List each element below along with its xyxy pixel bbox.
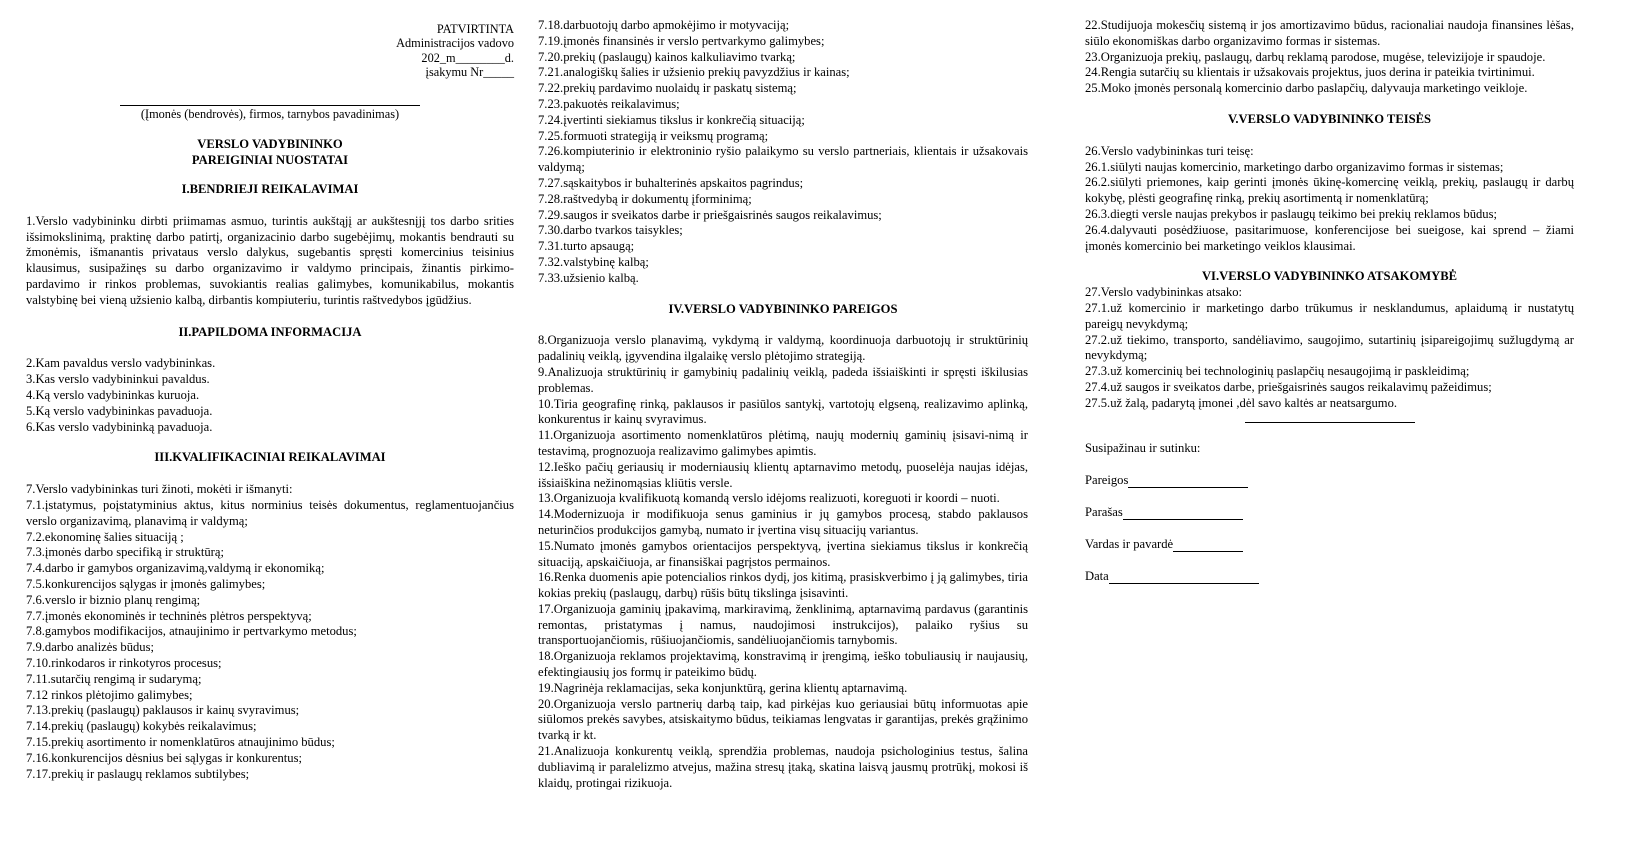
approval-line-3: 202_m________d. bbox=[421, 50, 514, 65]
list-item: 27.3.už komercinių bei technologinių paslapčių nesaugojimą ir paskleidimą; bbox=[1085, 364, 1470, 379]
list-item: 10.Tiria geografinę rinką, paklausos ir pasiūlos santykį, vartotojų elgseną, realizavimo aplinką, konkurentus ir kainų svyravimus. bbox=[538, 396, 1028, 427]
list-item: 26.2.siūlyti priemones, kaip gerinti įmonės ūkinę-komercinę veiklą, prekių, paslaugų ir darbų kokybę, plėsti geografinę rinką, prekių asortimentą ir nomenklatūrą; bbox=[1085, 175, 1574, 206]
list-item: 27.4.už saugos ir sveikatos darbe, priešgaisrinės saugos reikalavimų pažeidimus; bbox=[1085, 379, 1492, 394]
company-name-line bbox=[120, 105, 420, 106]
list-item: 20.Organizuoja verslo partnerių darbą taip, kad pirkėjas kuo geriausiai būtų informuotas apie siūlomos prekės savybes, atsiskaitymo būdus, teikiamas lengvatas ir garantijas, prekės grąžinimo tvarką ir kt. bbox=[538, 696, 1028, 743]
list-item: 7.22.prekių pardavimo nuolaidų ir paskatų sistemą; bbox=[538, 81, 797, 96]
company-caption: (Įmonės (bendrovės), firmos, tarnybos pavadinimas) bbox=[140, 106, 400, 121]
name-label: Vardas ir pavardė bbox=[1085, 536, 1174, 551]
list-item: 7.14.prekių (paslaugų) kokybės reikalavimus; bbox=[26, 719, 257, 734]
list-item: 7.32.valstybinę kalbą; bbox=[538, 254, 649, 269]
section-4-list-a bbox=[538, 333, 1028, 791]
doc-title-2: PAREIGINIAI NUOSTATAI bbox=[191, 153, 349, 168]
list-item: 7.12 rinkos plėtojimo galimybes; bbox=[26, 687, 193, 702]
list-item: 7.21.analogiškų šalies ir užsienio prekių pavyzdžius ir kainas; bbox=[538, 65, 850, 80]
section-3-list-a bbox=[26, 498, 514, 782]
list-item: 7.17.prekių ir paslaugų reklamos subtilybes; bbox=[26, 766, 250, 781]
list-item: 7.30.darbo tvarkos taisykles; bbox=[538, 223, 683, 238]
list-item: 7.26.kompiuterinio ir elektroninio ryšio palaikymo su verslo partneriais, klientais ir užsakovais valdymą; bbox=[538, 144, 1028, 175]
section-5-list bbox=[1085, 160, 1574, 255]
section-6-list bbox=[1085, 301, 1574, 412]
list-item: 18.Organizuoja reklamos projektavimą, konstravimą ir įrengimą, ieško tobuliausių ir naujausių, efektingiausių jos formų ir pateikimo būdų. bbox=[538, 649, 1028, 680]
approval-line-4: įsakymu Nr_____ bbox=[425, 65, 514, 80]
column-1 bbox=[26, 18, 514, 782]
list-item: 7.9.darbo analizės būdus; bbox=[26, 640, 155, 655]
section-6-title: VI.VERSLO VADYBININKO ATSAKOMYBĖ bbox=[1201, 269, 1458, 284]
section-1-text: 1.Verslo vadybininku dirbti priimamas asmuo, turintis aukštąjį ar aukštesnįjį tos darbo srities išsimokslinimą, praktinę darbo patirtį, organizacinio darbo sugebėjimų, mokantis bendrauti su žmonėmis, išmanantis privataus verslo dalykus, sugebantis spręsti komercinius teisinius klausimus, susipažinęs su darbo organizavimo ir valdymo principais, žinantis pirkimo-pardavimo ir rinkos problemas, suvokiantis realias galimybes, komunikabilus, mokantis valstybinę bei vieną užsienio kalbą, dirbantis kompiuteriu, turintis raštvedybos įgūdžius. bbox=[26, 213, 514, 307]
list-item: 13.Organizuoja kvalifikuotą komandą verslo idėjoms realizuoti, koreguoti ir koordi – nuoti. bbox=[538, 491, 1000, 506]
list-item: 7.13.prekių (paslaugų) paklausos ir kainų svyravimus; bbox=[26, 703, 300, 718]
list-item: 7.7.įmonės ekonominės ir techninės plėtros perspektyvą; bbox=[26, 608, 312, 623]
list-item: 7.10.rinkodaros ir rinkotyros procesus; bbox=[26, 655, 222, 670]
list-item: 8.Organizuoja verslo planavimą, vykdymą ir valdymą, koordinuoja darbuotojų ir struktūrinių padalinių veiklą, įgyvendina ilgalaikę verslo plėtojimo strategiją. bbox=[538, 333, 1028, 364]
list-item: 26.1.siūlyti naujas komercinio, marketingo darbo organizavimo formas ir sistemas; bbox=[1085, 159, 1504, 174]
column-3 bbox=[1085, 18, 1574, 584]
column-2 bbox=[538, 18, 1028, 791]
section-3-list-b bbox=[538, 18, 1028, 287]
list-item: 19.Nagrinėja reklamacijas, seka konjunktūrą, gerina klientų aptarnavimą. bbox=[538, 680, 908, 695]
list-item: 7.11.sutarčių rengimą ir sudarymą; bbox=[26, 671, 202, 686]
list-item: 7.24.įvertinti siekiamus tikslus ir konkrečią situaciją; bbox=[538, 112, 805, 127]
list-item: 7.6.verslo ir biznio planų rengimą; bbox=[26, 592, 201, 607]
list-item: 7.23.pakuotės reikalavimus; bbox=[538, 96, 680, 111]
list-item: 3.Kas verslo vadybininkui pavaldus. bbox=[26, 372, 210, 387]
section-5-intro: 26.Verslo vadybininkas turi teisę: bbox=[1085, 143, 1254, 158]
doc-title-1: VERSLO VADYBININKO bbox=[197, 137, 343, 152]
date-field[interactable] bbox=[1085, 568, 1574, 584]
position-field[interactable] bbox=[1085, 472, 1574, 488]
list-item: 21.Analizuoja konkurentų veiklą, sprendžia problemas, naudoja psichologinius testus, šalina dubliavimą ir paralelizmo atvejus, mažina stresų įtaką, skatina laisvą jausmų protrūkį, mokosi iš klaidų, protingai rizikuoja. bbox=[538, 744, 1028, 790]
list-item: 27.1.už komercinio ir marketingo darbo trūkumus ir nesklandumus, aplaidumą ir nustatytų pareigų nevykdymą; bbox=[1085, 300, 1574, 331]
list-item: 7.33.užsienio kalbą. bbox=[538, 270, 639, 285]
list-item: 7.25.formuoti strategiją ir veiksmų programą; bbox=[538, 128, 769, 143]
date-blank[interactable] bbox=[1109, 571, 1259, 584]
list-item: 7.27.sąskaitybos ir buhalterinės apskaitos pagrindus; bbox=[538, 175, 804, 190]
approval-line-1: PATVIRTINTA bbox=[436, 22, 514, 36]
section-3-intro: 7.Verslo vadybininkas turi žinoti, mokėti ir išmanyti: bbox=[26, 482, 293, 497]
list-item: 7.29.saugos ir sveikatos darbe ir priešgaisrinės saugos reikalavimus; bbox=[538, 207, 882, 222]
list-item: 7.19.įmonės finansinės ir verslo pertvarkymo galimybes; bbox=[538, 33, 825, 48]
list-item: 7.31.turto apsaugą; bbox=[538, 239, 635, 254]
section-4-title: IV.VERSLO VADYBININKO PAREIGOS bbox=[668, 301, 898, 316]
section-5-title: V.VERSLO VADYBININKO TEISĖS bbox=[1227, 111, 1432, 126]
list-item: 7.1.įstatymus, poįstatyminius aktus, kitus norminius teisės dokumentus, reglamentuojančius verslo organizavimą, planavimą ir valdymą; bbox=[26, 497, 514, 528]
list-item: 27.2.už tiekimo, transporto, sandėliavimo, saugojimo, sutartinių įsipareigojimų sužlugdymą ar nevykdymą; bbox=[1085, 332, 1574, 363]
signature-blank[interactable] bbox=[1123, 507, 1243, 520]
list-item: 25.Moko įmonės personalą komercinio darbo paslapčių, dalyvauja marketingo veikloje. bbox=[1085, 81, 1528, 96]
section-4-list-b bbox=[1085, 18, 1574, 97]
list-item: 14.Modernizuoja ir modifikuoja senus gaminius ir jų gamybos procesą, stabdo paklausos neturinčios produkcijos gamybą, numato ir įvertina visų situacijų variantus. bbox=[538, 507, 1028, 537]
list-item: 7.18.darbuotojų darbo apmokėjimo ir motyvaciją; bbox=[538, 18, 790, 32]
list-item: 27.5.už žalą, padarytą įmonei ,dėl savo kaltės ar neatsargumo. bbox=[1085, 395, 1398, 410]
list-item: 16.Renka duomenis apie potencialios rinkos dydį, jos kitimą, prasiskverbimo į ją galimybes, tiria kokias prekių (paslaugų, darbų) rūšis būtų tikslinga įsisavinti. bbox=[538, 570, 1028, 601]
list-item: 22.Studijuoja mokesčių sistemą ir jos amortizavimo būdus, racionaliai naudoja finansines lėšas, siūlo ekonomiškas darbo organizavimo formas ir sistemas. bbox=[1085, 18, 1574, 48]
section-1-title: I.BENDRIEJI REIKALAVIMAI bbox=[181, 182, 359, 197]
list-item: 6.Kas verslo vadybininką pavaduoja. bbox=[26, 419, 213, 434]
list-item: 26.4.dalyvauti posėdžiuose, pasitarimuose, konferencijose bei sueigose, kai sprend – žiami įmonės komercinio bei marketingo veiklos klausimai. bbox=[1085, 222, 1574, 253]
name-blank[interactable] bbox=[1173, 539, 1243, 552]
date-label: Data bbox=[1085, 568, 1109, 583]
section-6-intro: 27.Verslo vadybininkas atsako: bbox=[1085, 285, 1243, 300]
signature-field[interactable] bbox=[1085, 504, 1574, 520]
approval-line-2: Administracijos vadovo bbox=[396, 36, 514, 51]
list-item: 23.Organizuoja prekių, paslaugų, darbų reklamą parodose, mugėse, televizijoje ir spaudoje. bbox=[1085, 49, 1546, 64]
list-item: 7.3.įmonės darbo specifiką ir struktūrą; bbox=[26, 545, 224, 560]
list-item: 7.2.ekonominę šalies situaciją ; bbox=[26, 529, 184, 544]
list-item: 7.28.raštvedybą ir dokumentų įforminimą; bbox=[538, 191, 752, 206]
list-item: 4.Ką verslo vadybininkas kuruoja. bbox=[26, 387, 200, 402]
position-label: Pareigos bbox=[1085, 472, 1129, 487]
agree-label: Susipažinau ir sutinku: bbox=[1085, 440, 1201, 455]
section-2-list bbox=[26, 356, 514, 435]
list-item: 7.16.konkurencijos dėsnius bei sąlygas ir konkurentus; bbox=[26, 750, 302, 765]
list-item: 7.20.prekių (paslaugų) kainos kalkuliavimo tvarką; bbox=[538, 49, 796, 64]
approval-block bbox=[26, 22, 514, 80]
position-blank[interactable] bbox=[1128, 475, 1248, 488]
list-item: 7.5.konkurencijos sąlygas ir įmonės galimybes; bbox=[26, 576, 266, 591]
list-item: 9.Analizuoja struktūrinių ir gamybinių padalinių veiklą, padeda išsiaiškinti ir spręsti iškilusias problemas. bbox=[538, 364, 1028, 395]
list-item: 7.4.darbo ir gamybos organizavimą,valdymą ir ekonomiką; bbox=[26, 561, 325, 576]
list-item: 17.Organizuoja gaminių įpakavimą, markiravimą, ženklinimą, aptarnavimą pardavus (garantinis remontas, pristatymas į namus, naudojimosi instrukcijos), palaiko ryšius su transportuojančiomis, rūšiuojančiomis, sandėliuojančiomis tarnybomis. bbox=[538, 601, 1028, 648]
section-2-title: II.PAPILDOMA INFORMACIJA bbox=[178, 324, 362, 339]
list-item: 7.15.prekių asortimento ir nomenklatūros atnaujinimo būdus; bbox=[26, 734, 335, 749]
list-item: 7.8.gamybos modifikacijos, atnaujinimo ir pertvarkymo metodus; bbox=[26, 624, 357, 639]
list-item: 15.Numato įmonės gamybos orientacijos perspektyvą, įvertina siekiamus tikslus ir konkrečią situaciją, apskaičiuoja, ar finansiškai pagrįstos permainos. bbox=[538, 538, 1028, 569]
list-item: 2.Kam pavaldus verslo vadybininkas. bbox=[26, 356, 216, 371]
signature-label: Parašas bbox=[1085, 504, 1123, 519]
list-item: 26.3.diegti versle naujas prekybos ir paslaugų teikimo bei prekių reklamos būdus; bbox=[1085, 206, 1498, 221]
list-item: 24.Rengia sutarčių su klientais ir užsakovais projektus, juos derina ir pateikia tvirtinimui. bbox=[1085, 65, 1535, 80]
list-item: 12.Ieško pačių geriausių ir moderniausių klientų aptarnavimo metodų, puoselėja naujas idėjas, išsiaiškina nežinomąsias kliūtis versle. bbox=[538, 459, 1028, 490]
list-item: 5.Ką verslo vadybininkas pavaduoja. bbox=[26, 403, 213, 418]
section-3-title: III.KVALIFIKACINIAI REIKALAVIMAI bbox=[154, 450, 386, 465]
name-field[interactable] bbox=[1085, 536, 1574, 552]
list-item: 11.Organizuoja asortimento nomenklatūros plėtimą, naujų modernių gaminių įsisavi-nimą ir testavimą, prognozuoja realizavimo galimybes apimtis. bbox=[538, 428, 1028, 458]
